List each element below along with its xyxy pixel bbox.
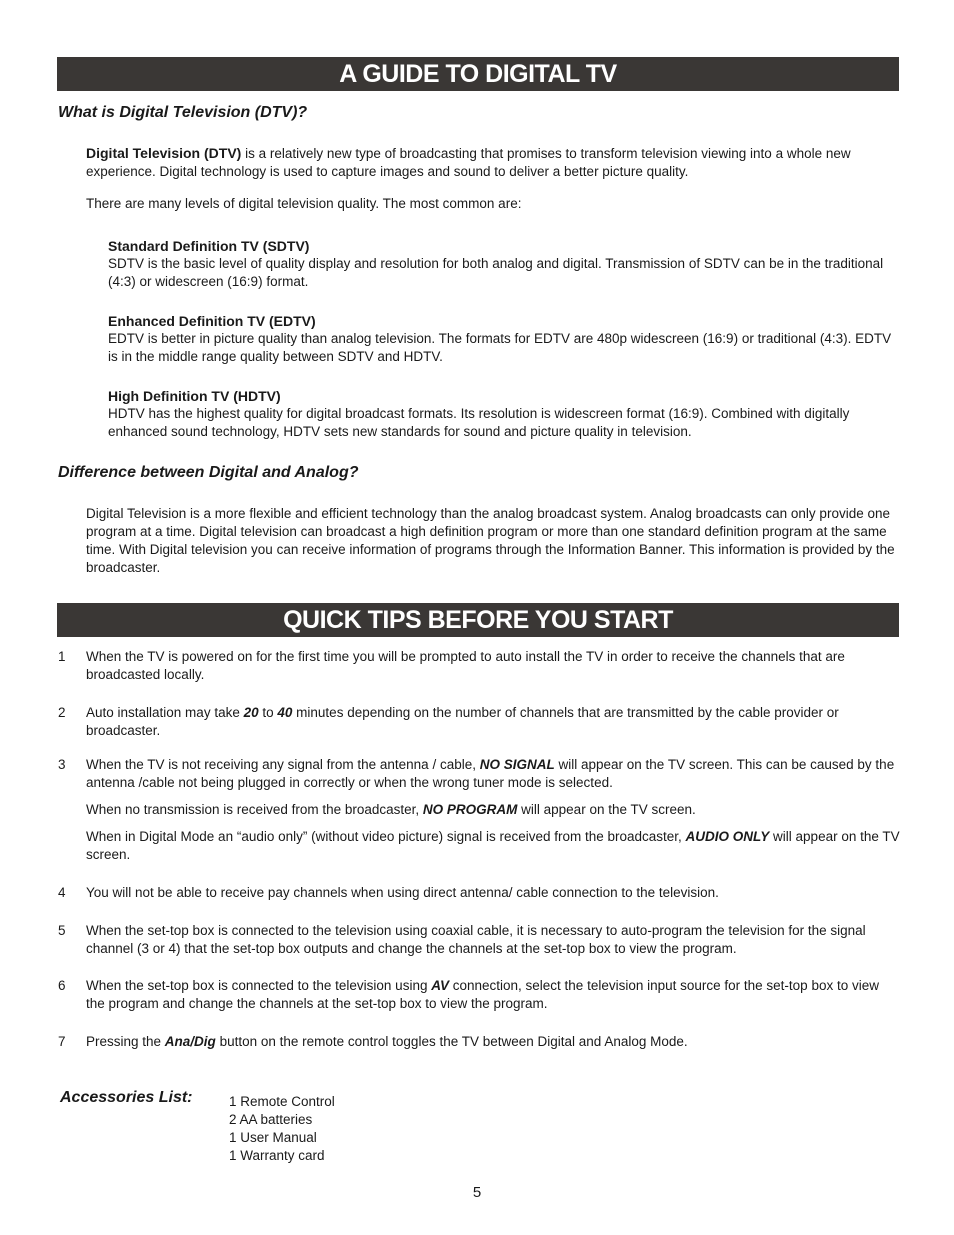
levels-intro: There are many levels of digital television quality. The most common are: [86, 196, 522, 211]
tip-text [86, 1033, 900, 1051]
level-edtv [108, 312, 898, 366]
tip-line: When the set-top box is connected to the television using coaxial cable, it is necessary to auto-program the television for the signal channel (3 or 4) that the set-top box outputs and change the channels at the set-top box to view the program. [86, 923, 866, 956]
tip-number: 1 [58, 649, 66, 664]
tip-line: When the TV is powered on for the first time you will be prompted to auto install the TV in order to receive the channels that are broadcasted locally. [86, 649, 845, 682]
tip-item [58, 756, 900, 864]
tip-emphasis: 20 [243, 705, 259, 720]
level-hdtv [108, 387, 898, 441]
tip-line: When the TV is not receiving any signal from the antenna / cable, NO SIGNAL will appear on the TV screen. This can be caused by the antenna /cable not being plugged in correctly or when the wrong tuner mode is selected. [86, 757, 895, 790]
dtv-intro-paragraph [86, 144, 900, 181]
level-text: SDTV is the basic level of quality display and resolution for both analog and digital. Transmission of SDTV can be in the traditional (4:3) or widescreen (16:9) format. [108, 256, 884, 289]
tip-line: When no transmission is received from the broadcaster, NO PROGRAM will appear on the TV screen. [86, 802, 696, 817]
tip-line: Auto installation may take 20 to 40 minutes depending on the number of channels that are transmitted by the cable provider or broadcaster. [86, 705, 839, 738]
accessory-item: 2 AA batteries [229, 1112, 313, 1127]
level-sdtv [108, 237, 898, 291]
tip-item [58, 648, 900, 684]
tip-emphasis: AV [431, 978, 449, 993]
accessories-list [229, 1093, 335, 1165]
tip-number: 3 [58, 757, 66, 772]
tip-item [58, 704, 900, 740]
guide-banner: A GUIDE TO DIGITAL TV [57, 57, 899, 91]
tip-item [58, 977, 900, 1013]
what-is-dtv-heading: What is Digital Television (DTV)? [58, 104, 308, 121]
tip-line: Pressing the Ana/Dig button on the remote control toggles the TV between Digital and Analog Mode. [86, 1034, 688, 1049]
tip-emphasis: 40 [277, 705, 293, 720]
tip-emphasis: NO PROGRAM [422, 802, 518, 817]
tip-number: 2 [58, 705, 66, 720]
tip-line: You will not be able to receive pay channels when using direct antenna/ cable connection to the television. [86, 885, 719, 900]
tip-text [86, 704, 900, 740]
tip-line: When in Digital Mode an “audio only” (without video picture) signal is received from the broadcaster, AUDIO ONLY will appear on the TV screen. [86, 829, 900, 862]
dtv-intro-bold: Digital Television (DTV) [86, 145, 242, 161]
tip-number: 4 [58, 885, 66, 900]
tip-line: When the set-top box is connected to the television using AV connection, select the television input source for the set-top box to view the program and change the channels at the set-top box to view the program. [86, 978, 879, 1011]
tip-text [86, 756, 900, 864]
tip-number: 6 [58, 978, 66, 993]
level-text: HDTV has the highest quality for digital broadcast formats. Its resolution is widescreen format (16:9). Combined with digitally enhanced sound technology, HDTV sets new standards for sound and picture quality in television. [108, 406, 850, 439]
level-title: High Definition TV (HDTV) [108, 388, 281, 404]
tip-number: 7 [58, 1034, 66, 1049]
level-title: Enhanced Definition TV (EDTV) [108, 313, 316, 329]
tip-text [86, 922, 900, 958]
tip-number: 5 [58, 923, 66, 938]
level-text: EDTV is better in picture quality than analog television. The formats for EDTV are 480p widescreen (16:9) or traditional (4:3). EDTV is in the middle range quality between SDTV and HDTV. [108, 331, 892, 364]
quick-tips-banner: QUICK TIPS BEFORE YOU START [57, 603, 899, 637]
accessory-item: 1 Remote Control [229, 1094, 335, 1109]
tip-item [58, 1033, 900, 1051]
accessory-item: 1 User Manual [229, 1130, 317, 1145]
dtv-intro-text: is a relatively new type of broadcasting that promises to transform television viewing into a whole new experience. Digital technology is used to capture images and sound to deliver a better picture quality. [86, 146, 851, 179]
difference-heading: Difference between Digital and Analog? [58, 464, 359, 481]
tip-emphasis: AUDIO ONLY [685, 829, 770, 844]
tip-emphasis: Ana/Dig [164, 1034, 216, 1049]
accessories-label: Accessories List: [60, 1089, 193, 1106]
tip-item [58, 884, 900, 902]
tip-text [86, 648, 900, 684]
tip-text [86, 884, 900, 902]
page-number: 5 [472, 1184, 482, 1201]
level-title: Standard Definition TV (SDTV) [108, 238, 310, 254]
difference-paragraph: Digital Television is a more flexible and efficient technology than the analog broadcast system. Analog broadcasts can only provide one program at a time. Digital television can broadcast a high definition program or more than one standard definition program at the same time. With Digital television you can receive information of programs through the Information Banner. This information is provided by the broadcaster. [86, 506, 895, 575]
tip-emphasis: NO SIGNAL [479, 757, 555, 772]
tip-text [86, 977, 900, 1013]
tip-item [58, 922, 900, 958]
accessory-item: 1 Warranty card [229, 1148, 325, 1163]
